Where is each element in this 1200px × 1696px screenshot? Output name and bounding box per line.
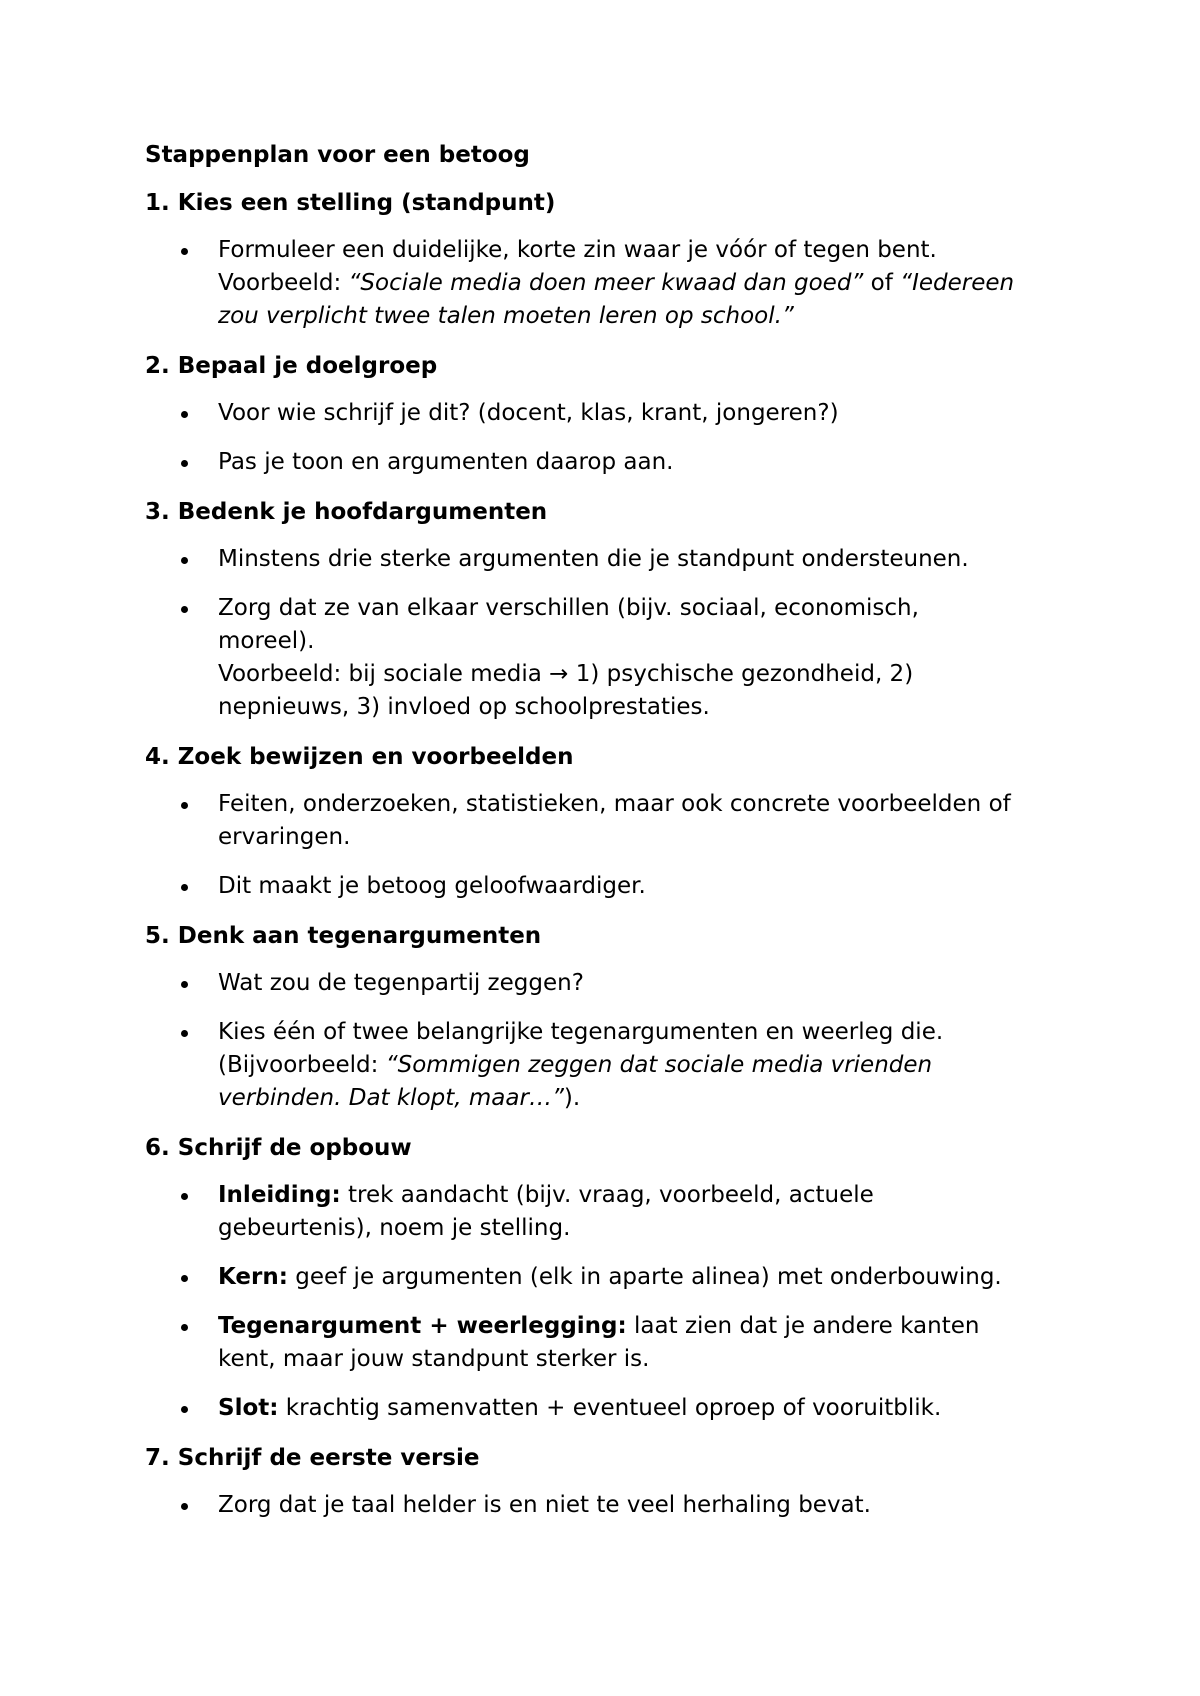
- connector-text: of: [863, 270, 901, 296]
- example-quote: “Sociale media doen meer kwaad dan goed”: [348, 270, 864, 296]
- term-description: laat zien dat je andere kanten: [626, 1313, 980, 1339]
- bullet-icon: [181, 981, 188, 988]
- bullet-text-line: [218, 1310, 1085, 1343]
- term-label: Tegenargument + weerlegging:: [218, 1313, 627, 1339]
- list-item: [145, 1310, 1085, 1376]
- bullet-icon: [181, 1503, 188, 1510]
- example-quote: “Sommigen zeggen dat sociale media vrienden: [385, 1052, 933, 1078]
- bullet-text: Voor wie schrijf je dit? (docent, klas, krant, jongeren?): [218, 400, 839, 426]
- closing-punctuation: ).: [563, 1085, 581, 1111]
- list-item: [145, 446, 1085, 479]
- bullet-text-line: zou verplicht twee talen moeten leren op school.”: [218, 303, 794, 329]
- bullet-text: Zorg dat je taal helder is en niet te veel herhaling bevat.: [218, 1492, 871, 1518]
- bullet-icon: [181, 248, 188, 255]
- section-heading: 1. Kies een stelling (standpunt): [145, 190, 556, 216]
- bullet-list: [145, 967, 1085, 1115]
- section-7: [145, 1441, 1085, 1522]
- bullet-list: [145, 1179, 1085, 1425]
- section-5: [145, 919, 1085, 1115]
- bullet-icon: [181, 1030, 188, 1037]
- bullet-text-line: nepnieuws, 3) invloed op schoolprestaties.: [218, 694, 710, 720]
- section-heading: 4. Zoek bewijzen en voorbeelden: [145, 744, 574, 770]
- list-item: [145, 788, 1085, 854]
- list-item: [145, 1392, 1085, 1425]
- bullet-text-line: gebeurtenis), noem je stelling.: [218, 1215, 571, 1241]
- bullet-icon: [181, 1406, 188, 1413]
- list-item: [145, 1016, 1085, 1115]
- term-label: Slot:: [218, 1395, 279, 1421]
- bullet-icon: [181, 411, 188, 418]
- section-4: [145, 740, 1085, 903]
- bullet-text-line: [218, 1179, 1085, 1212]
- bullet-text-line: Kies één of twee belangrijke tegenargumenten en weerleg die.: [218, 1019, 944, 1045]
- bullet-text: Wat zou de tegenpartij zeggen?: [218, 970, 584, 996]
- term-label: Inleiding:: [218, 1182, 341, 1208]
- bullet-text: Dit maakt je betoog geloofwaardiger.: [218, 873, 646, 899]
- bullet-text-line: ervaringen.: [218, 824, 351, 850]
- bullet-text-line: [218, 1049, 1085, 1082]
- bullet-icon: [181, 1193, 188, 1200]
- bullet-icon: [181, 802, 188, 809]
- section-heading: 5. Denk aan tegenargumenten: [145, 923, 542, 949]
- bullet-text-line: Zorg dat ze van elkaar verschillen (bijv. sociaal, economisch,: [218, 595, 919, 621]
- bullet-text-line: Feiten, onderzoeken, statistieken, maar ook concrete voorbeelden of: [218, 791, 1011, 817]
- bullet-icon: [181, 1275, 188, 1282]
- example-label: (Bijvoorbeeld:: [218, 1052, 386, 1078]
- list-item: [145, 1261, 1085, 1294]
- document-page: [145, 138, 1085, 1538]
- list-item: [145, 234, 1085, 333]
- list-item: [145, 397, 1085, 430]
- list-item: [145, 870, 1085, 903]
- example-quote: verbinden. Dat klopt, maar…”: [218, 1085, 564, 1111]
- term-description: krachtig samenvatten + eventueel oproep of vooruitblik.: [278, 1395, 942, 1421]
- bullet-text-line: Voorbeeld: bij sociale media → 1) psychische gezondheid, 2): [218, 661, 914, 687]
- list-item: [145, 1179, 1085, 1245]
- bullet-text: Pas je toon en argumenten daarop aan.: [218, 449, 674, 475]
- example-quote: “Iedereen: [900, 270, 1015, 296]
- bullet-icon: [181, 1324, 188, 1331]
- bullet-text-line: [218, 1082, 1085, 1115]
- bullet-text-line: [218, 267, 1085, 300]
- term-description: geef je argumenten (elk in aparte alinea) met onderbouwing.: [287, 1264, 1002, 1290]
- list-item: [145, 592, 1085, 724]
- bullet-text-line: kent, maar jouw standpunt sterker is.: [218, 1346, 650, 1372]
- bullet-list: [145, 234, 1085, 333]
- bullet-list: [145, 1489, 1085, 1522]
- section-2: [145, 349, 1085, 479]
- bullet-icon: [181, 460, 188, 467]
- term-description: trek aandacht (bijv. vraag, voorbeeld, actuele: [340, 1182, 874, 1208]
- section-heading: 7. Schrijf de eerste versie: [145, 1445, 480, 1471]
- section-heading: 2. Bepaal je doelgroep: [145, 353, 438, 379]
- bullet-list: [145, 543, 1085, 724]
- list-item: [145, 967, 1085, 1000]
- bullet-text-line: moreel).: [218, 628, 315, 654]
- section-heading: 3. Bedenk je hoofdargumenten: [145, 499, 548, 525]
- example-label: Voorbeeld:: [218, 270, 349, 296]
- bullet-list: [145, 397, 1085, 479]
- bullet-list: [145, 788, 1085, 903]
- section-3: [145, 495, 1085, 724]
- bullet-icon: [181, 884, 188, 891]
- bullet-text: Minstens drie sterke argumenten die je standpunt ondersteunen.: [218, 546, 969, 572]
- bullet-icon: [181, 606, 188, 613]
- list-item: [145, 1489, 1085, 1522]
- document-title: Stappenplan voor een betoog: [145, 142, 530, 168]
- bullet-icon: [181, 557, 188, 564]
- section-6: [145, 1131, 1085, 1425]
- section-heading: 6. Schrijf de opbouw: [145, 1135, 412, 1161]
- bullet-text-line: Formuleer een duidelijke, korte zin waar je vóór of tegen bent.: [218, 237, 937, 263]
- list-item: [145, 543, 1085, 576]
- term-label: Kern:: [218, 1264, 288, 1290]
- section-1: [145, 186, 1085, 333]
